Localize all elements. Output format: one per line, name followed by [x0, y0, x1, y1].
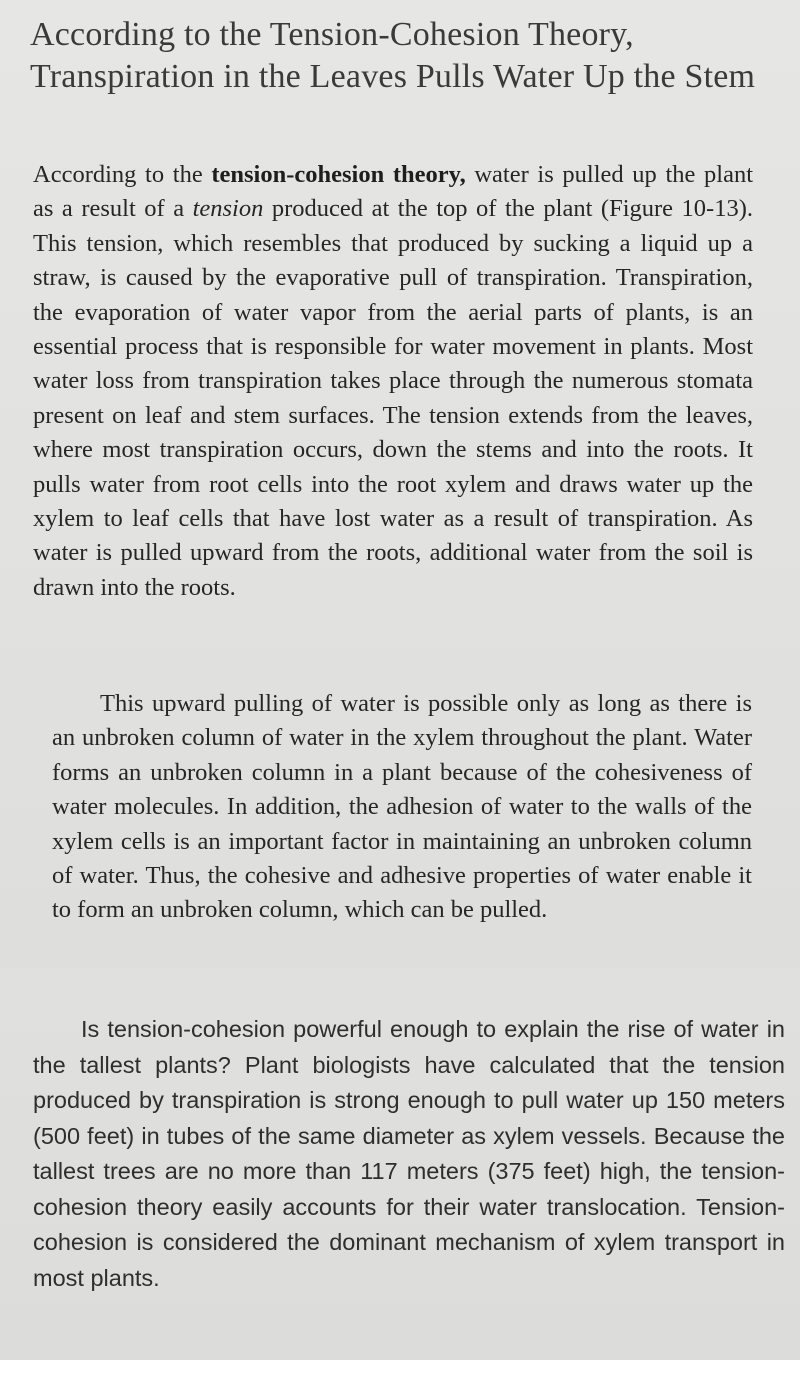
section-heading: According to the Tension-Cohesion Theory, Transpiration in the Leaves Pulls Water Up the Stem [30, 16, 756, 95]
paragraph-1-rest: produced at the top of the plant (Figure 10-13). This tension, which resembles that produced by sucking a liquid up a straw, is caused by the evaporative pull of transpiration. Transpiration, the evaporation of water vapor from the aerial parts of plants, is an essential process that is responsible for water movement in plants. Most water loss from transpiration takes place through the numerous stomata present on leaf and stem surfaces. The tension extends from the leaves, where most transpiration occurs, down the stems and into the roots. It pulls water from root cells into the root xylem and draws water up the xylem to leaf cells that have lost water as a result of transpiration. As water is pulled upward from the roots, additional water from the soil is drawn into the roots. [33, 195, 753, 601]
bottom-margin [0, 1360, 800, 1395]
key-term: tension-cohesion theory, [211, 161, 466, 188]
paragraph-2: This upward pulling of water is possible only as long as there is an unbroken column of water in the xylem throughout the plant. Water forms an unbroken column in a plant because of the cohesiveness of water molecules. In addition, the adhesion of water to the walls of the xylem cells is an important factor in maintaining an unbroken column of water. Thus, the cohesive and adhesive properties of water enable it to form an unbroken column, which can be pulled. [52, 690, 752, 924]
paragraph-1 [33, 158, 753, 605]
paragraph-1-intro: According to the [33, 161, 212, 188]
emphasis-term: tension [192, 195, 264, 223]
paragraph-1-mid: water is pulled up the plant as a result of a [33, 161, 754, 223]
paragraph-3: Is tension-cohesion powerful enough to explain the rise of water in the tallest plants? Plant biologists have calculated that the tension produced by transpiration is strong enough to pull water up 150 meters (500 feet) in tubes of the same diameter as xylem vessels. Because the tallest trees are no more than 117 meters (375 feet) high, the tension-cohesion theory easily accounts for their water translocation. Tension-cohesion is considered the dominant mechanism of xylem transport in most plants. [33, 1016, 785, 1291]
